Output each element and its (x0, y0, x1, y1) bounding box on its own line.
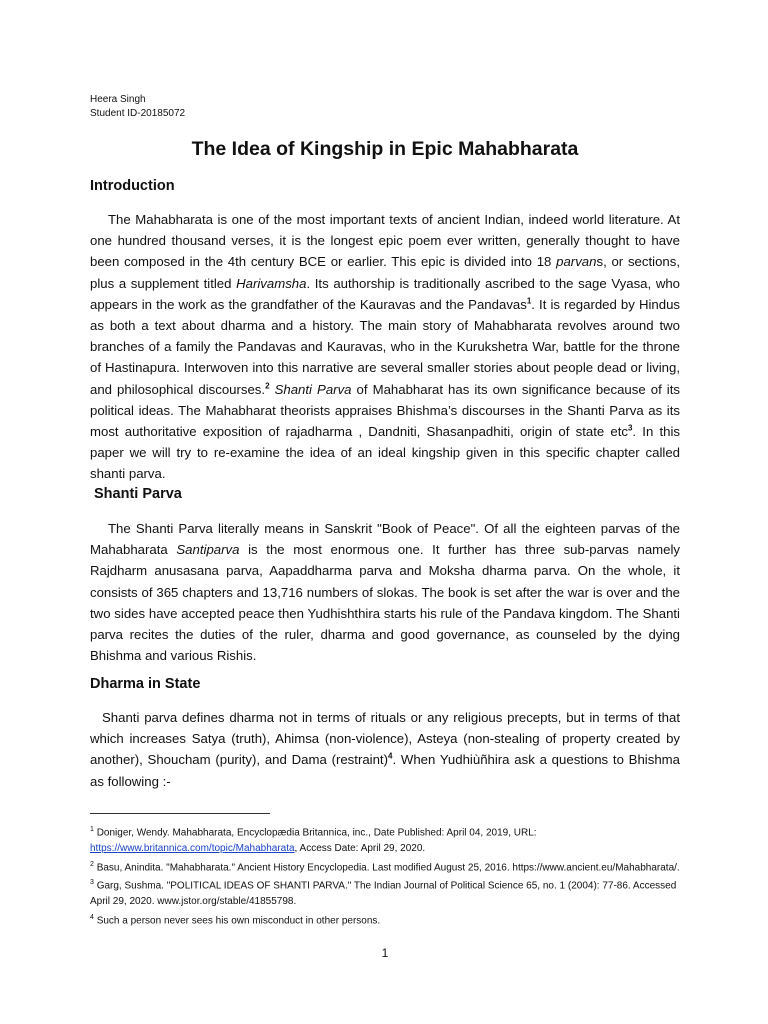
page-number: 1 (381, 946, 389, 960)
footnote-ref-2[interactable]: 2 (265, 381, 270, 391)
paragraph-dharma-in-state: Shanti parva defines dharma not in terms of rituals or any religious precepts, but in terms of that which increases Satya (truth), Ahimsa (non-violence), Asteya (non-stealing of property created by another), Shoucham (purity), and Dama (restraint)$^4$. When Yudhiùñhira ask a questions to Bhishma as following :- (90, 710, 680, 789)
footnote-1-link[interactable]: https://www.britannica.com/topic/Mahabharata (90, 842, 295, 854)
student-id: Student ID-20185072 (90, 108, 186, 119)
footnote-separator (90, 813, 270, 814)
page-title: The Idea of Kingship in Epic Mahabharata (191, 138, 579, 160)
footnote-3: $^3$ Garg, Sushma. "POLITICAL IDEAS OF SHANTI PARVA." The Indian Journal of Political Science 65, no. 1 (2004): 77-86. Accessed April 29, 2020. www.jstor.org/stable/41855798. (90, 879, 677, 908)
heading-introduction: Introduction (90, 178, 175, 194)
footnotes (90, 822, 680, 929)
footnote-ref-4[interactable]: 4 (387, 752, 393, 762)
footnote-ref-3[interactable]: 3 (627, 423, 633, 433)
paragraph-shanti-parva: The Shanti Parva literally means in Sanskrit "Book of Peace". Of all the eighteen parvas of the Mahabharata Santiparva is the most enormous one. It further has three sub-parvas namely Rajdharm anusasana parva, Aapaddharma parva and Moksha dharma parva. On the whole, it consists of 365 chapters and 13,716 numbers of slokas. The book is set after the war is over and the two sides have accepted peace then Yudhishthira starts his rule of the Pandava kingdom. The Shanti parva recites the duties of the ruler, dharma and good governance, as counseled by the dying Bhishma and various Rishis. (90, 521, 680, 664)
footnote-4: $^4$ Such a person never sees his own misconduct in other persons. (90, 913, 381, 927)
footnote-1: $^1$ Doniger, Wendy. Mahabharata, Encyclopædia Britannica, inc., Date Published: April 04, 2019, URL: https://www.britannica.com/topic/Mahabharata, Access Date: April 29, 2020. (90, 826, 537, 854)
heading-dharma-in-state: Dharma in State (90, 676, 201, 692)
author-name: Heera Singh (90, 94, 146, 105)
footnote-ref-1[interactable]: 1 (526, 296, 532, 306)
footnote-2: $^2$ Basu, Anindita. "Mahabharata." Ancient History Encyclopedia. Last modified August 25, 2016. https://www.ancient.eu/Mahabharata/. (90, 860, 680, 873)
heading-shanti-parva: Shanti Parva (94, 486, 182, 502)
paragraph-introduction: The Mahabharata is one of the most important texts of ancient Indian, indeed world literature. At one hundred thousand verses, it is the longest epic poem ever written, generally thought to have been composed in the 4th century BCE or earlier. This epic is divided into 18 parvans, or sections, plus a supplement titled Harivamsha. Its authorship is traditionally ascribed to the sage Vyasa, who appears in the work as the grandfather of the Kauravas and the Pandavas$^1$. It is regarded by Hindus as both a text about dharma and a history. The main story of Mahabharata revolves around two branches of a family the Pandavas and Kauravas, who in the Kurukshetra War, battle for the throne of Hastinapura. Interwoven into this narrative are several smaller stories about people dead or living, and philosophical discourses.$^2$ Shanti Parva of Mahabharat has its own significance because of its political ideas. The Mahabharat theorists appraises Bhishma’s discourses in the Shanti Parva as its most authoritative exposition of rajadharma , Dandniti, Shasanpadhiti, origin of state etc$^3$. In this paper we will try to re-examine the idea of an ideal kingship given in this specific chapter called shanti parva. (90, 212, 681, 482)
author-block (90, 93, 185, 121)
